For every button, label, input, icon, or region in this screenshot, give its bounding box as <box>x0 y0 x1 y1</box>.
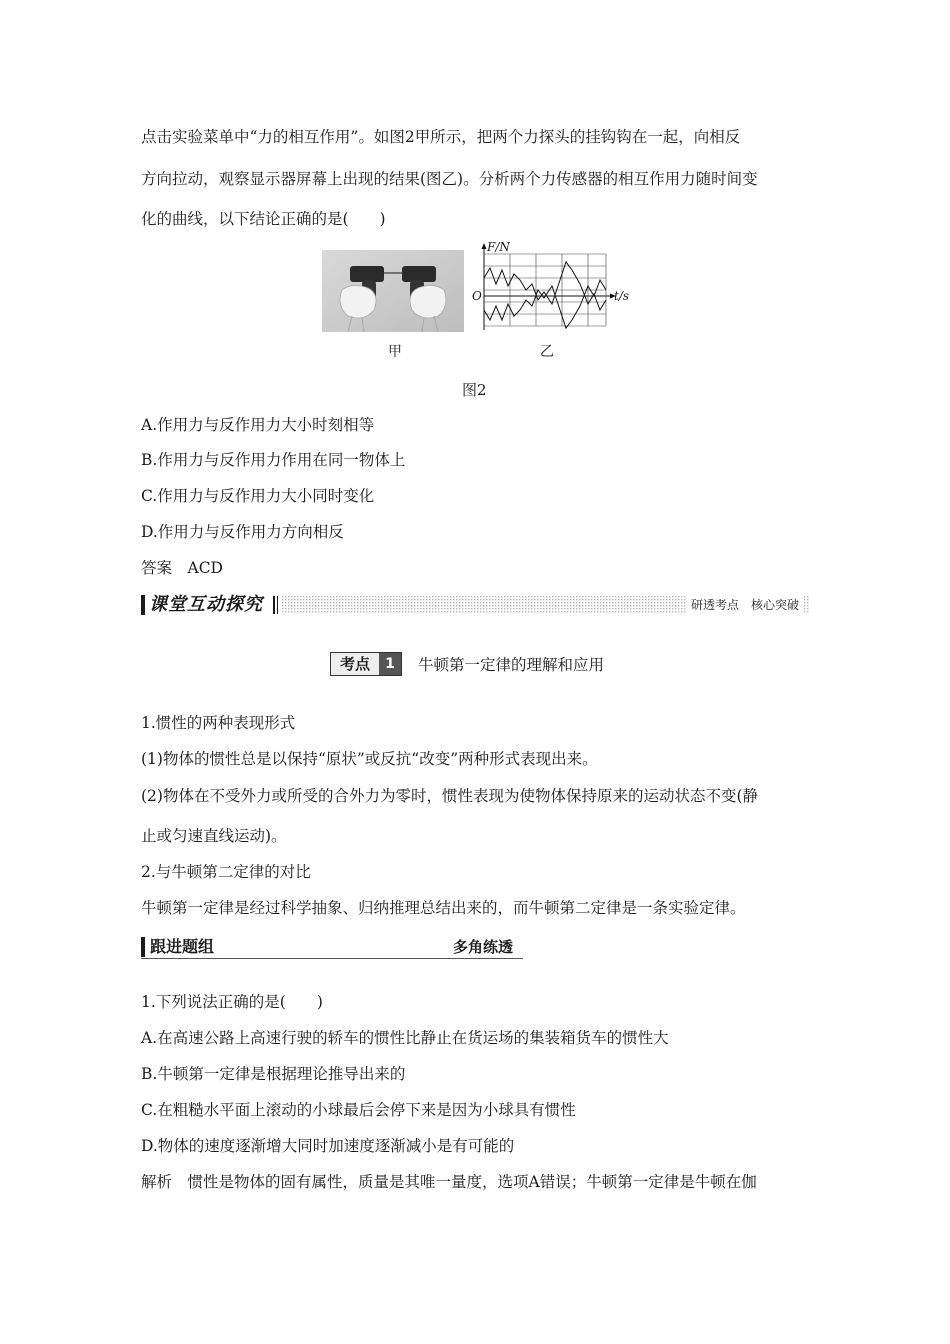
kaodian-badge <box>330 652 402 676</box>
kaodian-label: 考点 <box>331 653 379 675</box>
question-2-option-d: D.物体的速度逐渐增大同时加速度逐渐减小是有可能的 <box>141 1137 515 1155</box>
content-heading-1: 1.惯性的两种表现形式 <box>141 714 296 732</box>
content-para-3: 牛顿第一定律是经过科学抽象、归纳推理总结出来的，而牛顿第二定律是一条实验定律。 <box>141 899 746 917</box>
figure-caption: 图2 <box>462 381 487 399</box>
intro-line-1: 点击实验菜单中“力的相互作用”。如图2甲所示，把两个力探头的挂钩钩在一起，向相反 <box>141 128 741 146</box>
question-2-stem: 1.下列说法正确的是( ) <box>141 993 323 1011</box>
section-title: 课堂互动探究 <box>149 594 263 615</box>
content-heading-2: 2.与牛顿第二定律的对比 <box>141 863 311 881</box>
figure-label-left: 甲 <box>388 344 402 360</box>
intro-line-2: 方向拉动，观察显示器屏幕上出现的结果(图乙)。分析两个力传感器的相互作用力随时间变 <box>141 170 758 188</box>
option-c: C.作用力与反作用力大小同时变化 <box>141 487 375 505</box>
content-para-2b: 止或匀速直线运动)。 <box>141 827 287 845</box>
graph-origin-label: O <box>472 289 482 303</box>
force-time-graph <box>470 240 630 340</box>
hands-photo-image <box>322 250 464 332</box>
question-2-option-a: A.在高速公路上高速行驶的轿车的惯性比静止在货运场的集装箱货车的惯性大 <box>141 1029 669 1047</box>
graph-y-axis-label: F/N <box>487 240 510 254</box>
figure-label-right: 乙 <box>540 344 554 360</box>
intro-line-3: 化的曲线，以下结论正确的是( ) <box>141 210 386 228</box>
genjin-subtitle: 多角练透 <box>453 938 514 956</box>
section-subtitle: 研透考点 核心突破 <box>687 593 803 617</box>
figure-graph <box>470 240 630 344</box>
question-2-option-b: B.牛顿第一定律是根据理论推导出来的 <box>141 1065 406 1083</box>
graph-x-axis-label: t/s <box>614 289 630 303</box>
answer: 答案 ACD <box>141 559 223 577</box>
content-para-1: (1)物体的惯性总是以保持“原状”或反抗“改变”两种形式表现出来。 <box>141 750 598 768</box>
genjin-title: 跟进题组 <box>150 937 215 956</box>
option-b: B.作用力与反作用力作用在同一物体上 <box>141 451 406 469</box>
section-header-bar <box>141 593 809 617</box>
figure-photo <box>322 250 464 336</box>
kaodian-number: 1 <box>379 653 401 675</box>
kaodian-heading: 牛顿第一定律的理解和应用 <box>418 656 605 674</box>
content-para-2a: (2)物体在不受外力或所受的合外力为零时，惯性表现为使物体保持原来的运动状态不变(静 <box>141 787 759 805</box>
question-2-analysis: 解析 惯性是物体的固有属性，质量是其唯一量度，选项A错误；牛顿第一定律是牛顿在伽 <box>141 1173 757 1191</box>
genjin-bar <box>141 935 523 961</box>
question-2-option-c: C.在粗糙水平面上滚动的小球最后会停下来是因为小球具有惯性 <box>141 1101 576 1119</box>
option-a: A.作用力与反作用力大小时刻相等 <box>141 416 375 434</box>
kaodian-title <box>330 652 630 678</box>
option-d: D.作用力与反作用力方向相反 <box>141 523 344 541</box>
